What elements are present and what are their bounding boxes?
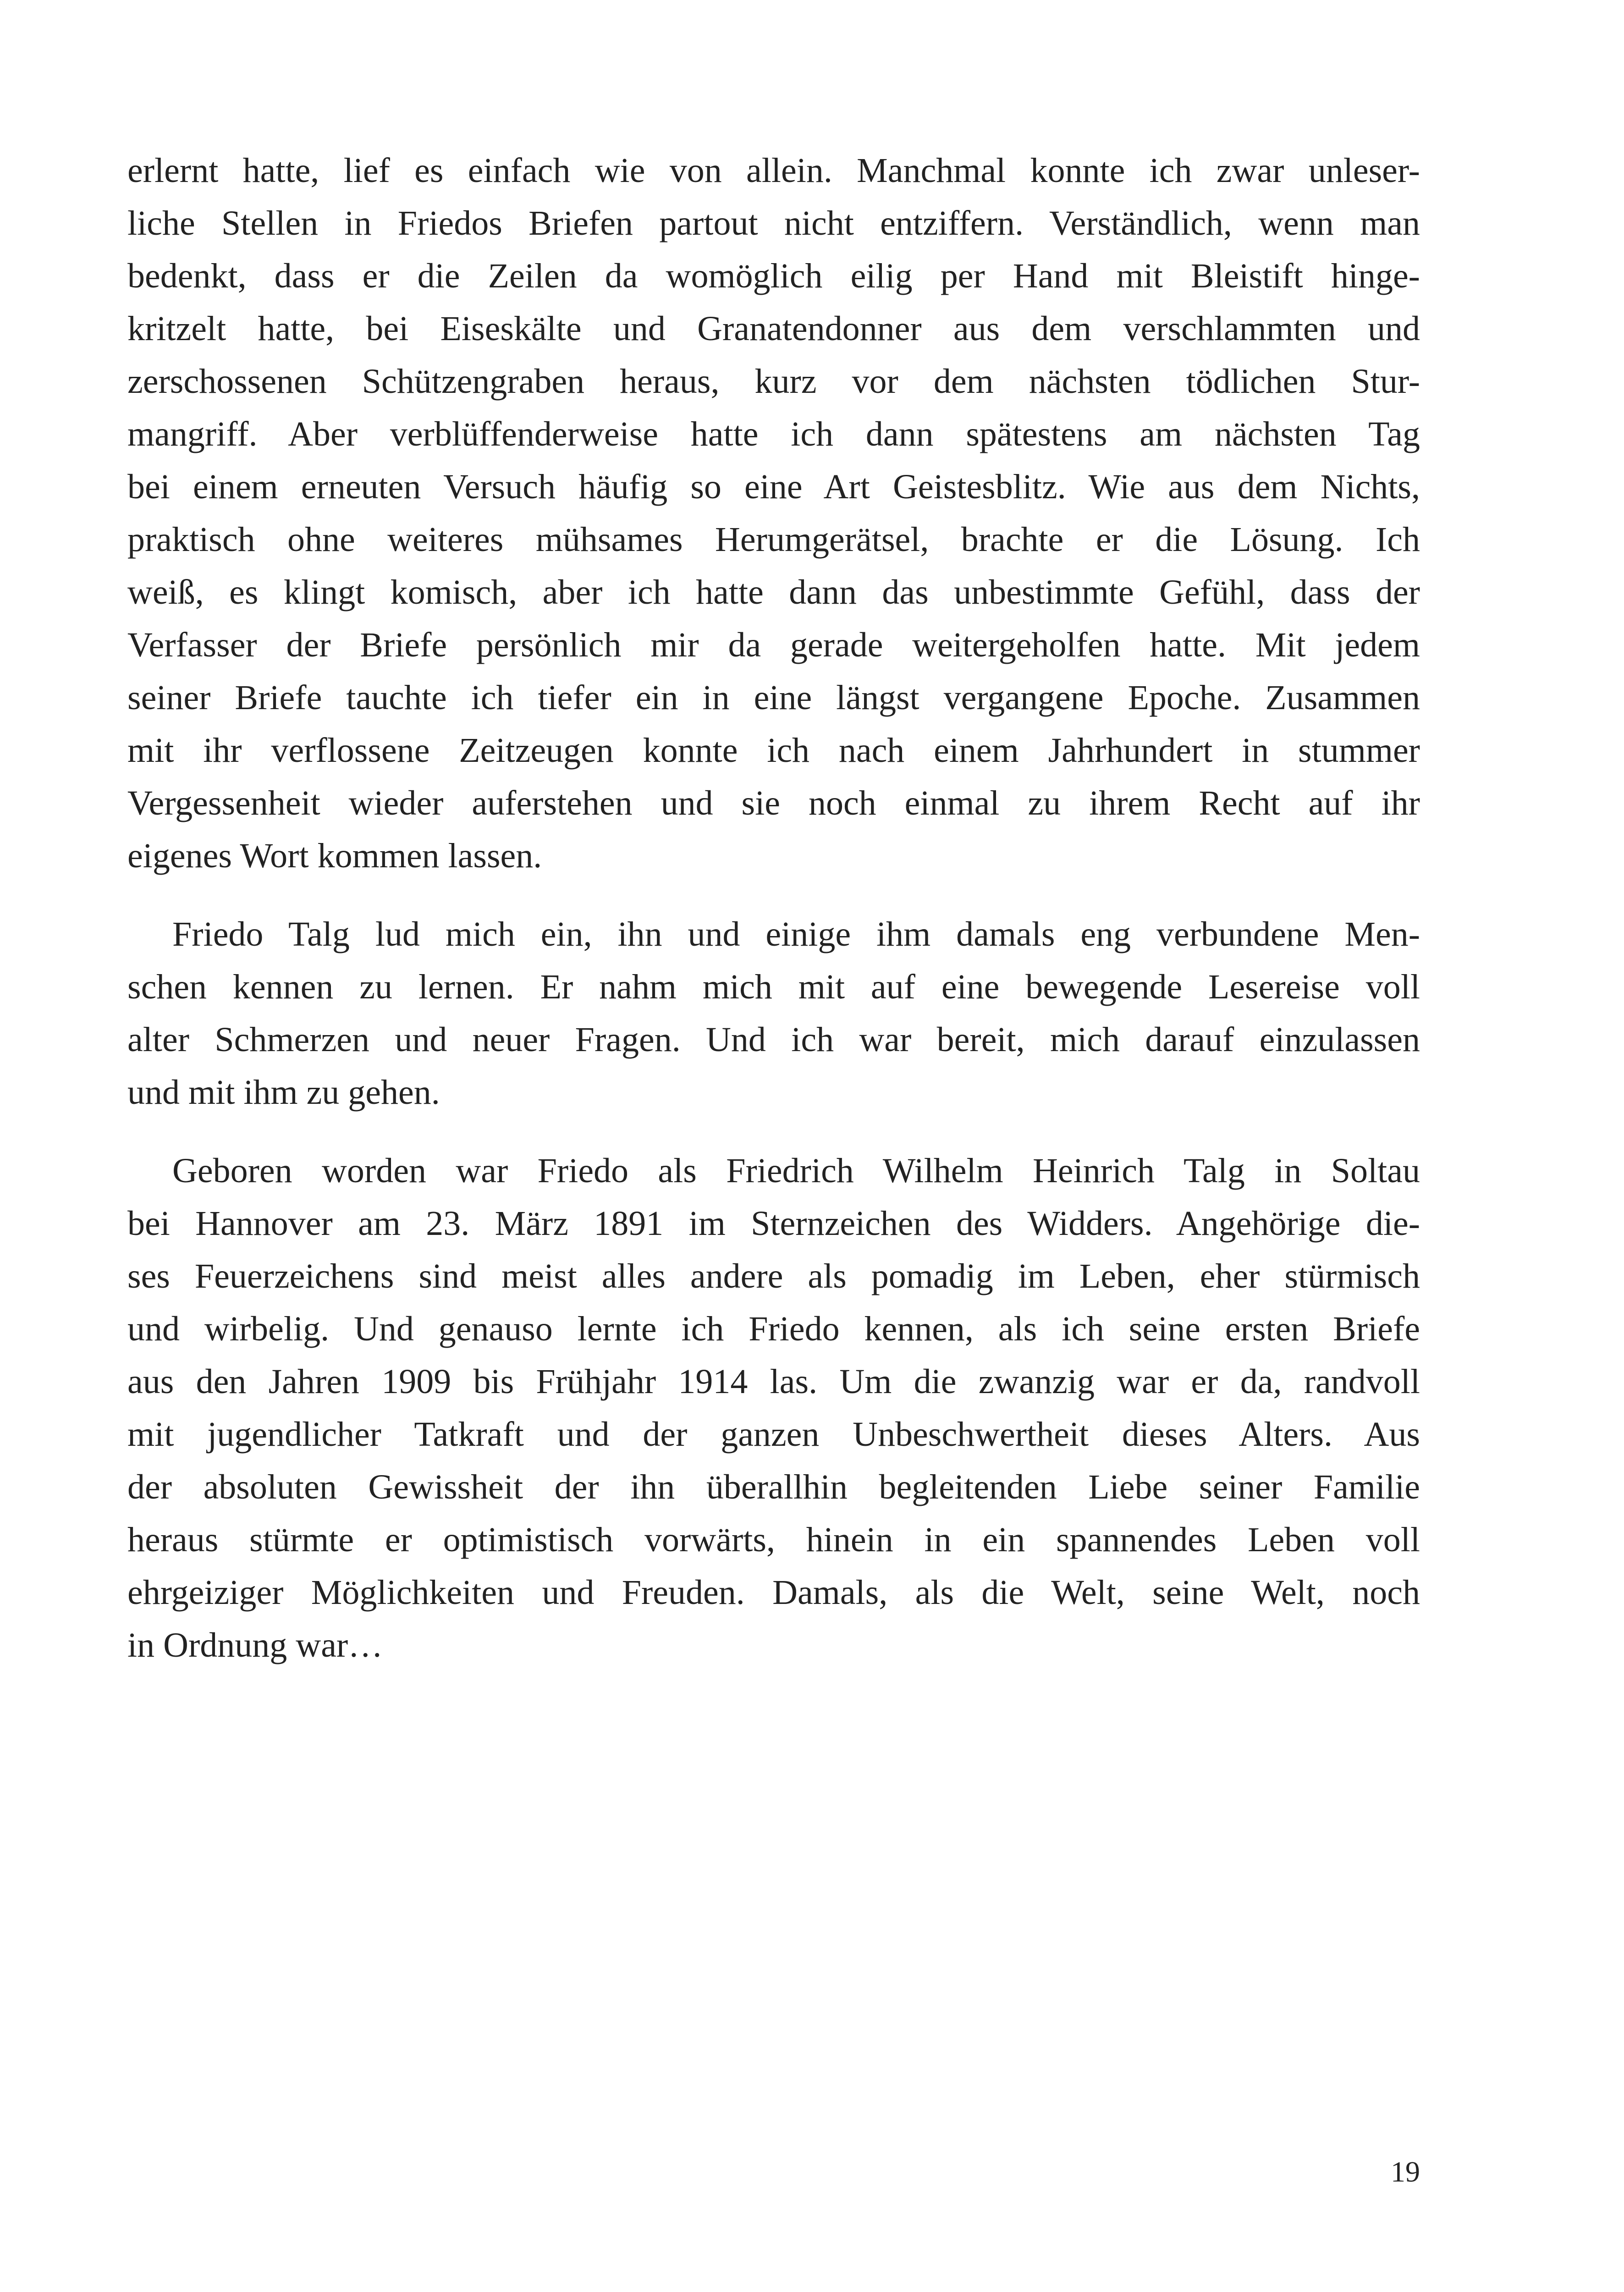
text-line: in Ordnung war… <box>127 1626 383 1664</box>
text-line: mangriff. Aber verblüffenderweise hatte ich dann spätestens am nächsten Tag <box>127 415 1420 453</box>
text-line: ses Feuerzeichens sind meist alles andere als pomadig im Leben, eher stürmisch <box>127 1257 1420 1295</box>
text-line: kritzelt hatte, bei Eiseskälte und Granatendonner aus dem verschlammten und <box>127 309 1420 348</box>
text-line: Verfasser der Briefe persönlich mir da gerade weitergeholfen hatte. Mit jedem <box>127 626 1420 664</box>
text-line: heraus stürmte er optimistisch vorwärts, hinein in ein spannendes Leben voll <box>127 1521 1420 1559</box>
paragraph-gap <box>127 1119 1420 1145</box>
text-line: zerschossenen Schützengraben heraus, kurz vor dem nächsten tödlichen Stur- <box>127 362 1420 401</box>
text-line: mit ihr verflossene Zeitzeugen konnte ich nach einem Jahrhundert in stummer <box>127 731 1420 770</box>
text-line: ehrgeiziger Möglichkeiten und Freuden. Damals, als die Welt, seine Welt, noch <box>127 1573 1420 1612</box>
paragraph-gap <box>127 882 1420 908</box>
text-line: liche Stellen in Friedos Briefen partout nicht entziffern. Verständlich, wenn man <box>127 204 1420 242</box>
text-line: aus den Jahren 1909 bis Frühjahr 1914 las. Um die zwanzig war er da, randvoll <box>127 1362 1420 1401</box>
text-line: seiner Briefe tauchte ich tiefer ein in eine längst vergangene Epoche. Zusammen <box>127 678 1420 717</box>
text-line: Friedo Talg lud mich ein, ihn und einige ihm damals eng verbundene Men- <box>172 915 1420 953</box>
text-line: Geboren worden war Friedo als Friedrich Wilhelm Heinrich Talg in Soltau <box>172 1152 1420 1190</box>
text-line: und mit ihm zu gehen. <box>127 1073 440 1112</box>
body-text <box>127 144 1420 1672</box>
page-number: 19 <box>1391 2155 1420 2188</box>
text-line: bei Hannover am 23. März 1891 im Sternzeichen des Widders. Angehörige die- <box>127 1204 1420 1243</box>
text-line: bei einem erneuten Versuch häufig so eine Art Geistesblitz. Wie aus dem Nichts, <box>127 468 1420 506</box>
text-line: mit jugendlicher Tatkraft und der ganzen Unbeschwertheit dieses Alters. Aus <box>127 1415 1420 1454</box>
text-line: Vergessenheit wieder auferstehen und sie noch einmal zu ihrem Recht auf ihr <box>127 784 1420 822</box>
text-line: bedenkt, dass er die Zeilen da womöglich eilig per Hand mit Bleistift hinge- <box>127 257 1420 295</box>
text-line: eigenes Wort kommen lassen. <box>127 837 542 875</box>
text-line: erlernt hatte, lief es einfach wie von allein. Manchmal konnte ich zwar unleser- <box>127 151 1420 190</box>
text-line: praktisch ohne weiteres mühsames Herumgerätsel, brachte er die Lösung. Ich <box>127 520 1420 559</box>
text-line: weiß, es klingt komisch, aber ich hatte dann das unbestimmte Gefühl, dass der <box>127 573 1420 612</box>
text-line: der absoluten Gewissheit der ihn überallhin begleitenden Liebe seiner Familie <box>127 1468 1420 1506</box>
text-line: und wirbelig. Und genauso lernte ich Friedo kennen, als ich seine ersten Briefe <box>127 1310 1420 1348</box>
text-line: alter Schmerzen und neuer Fragen. Und ich war bereit, mich darauf einzulassen <box>127 1020 1420 1059</box>
text-line: schen kennen zu lernen. Er nahm mich mit auf eine bewegende Lesereise voll <box>127 968 1420 1006</box>
